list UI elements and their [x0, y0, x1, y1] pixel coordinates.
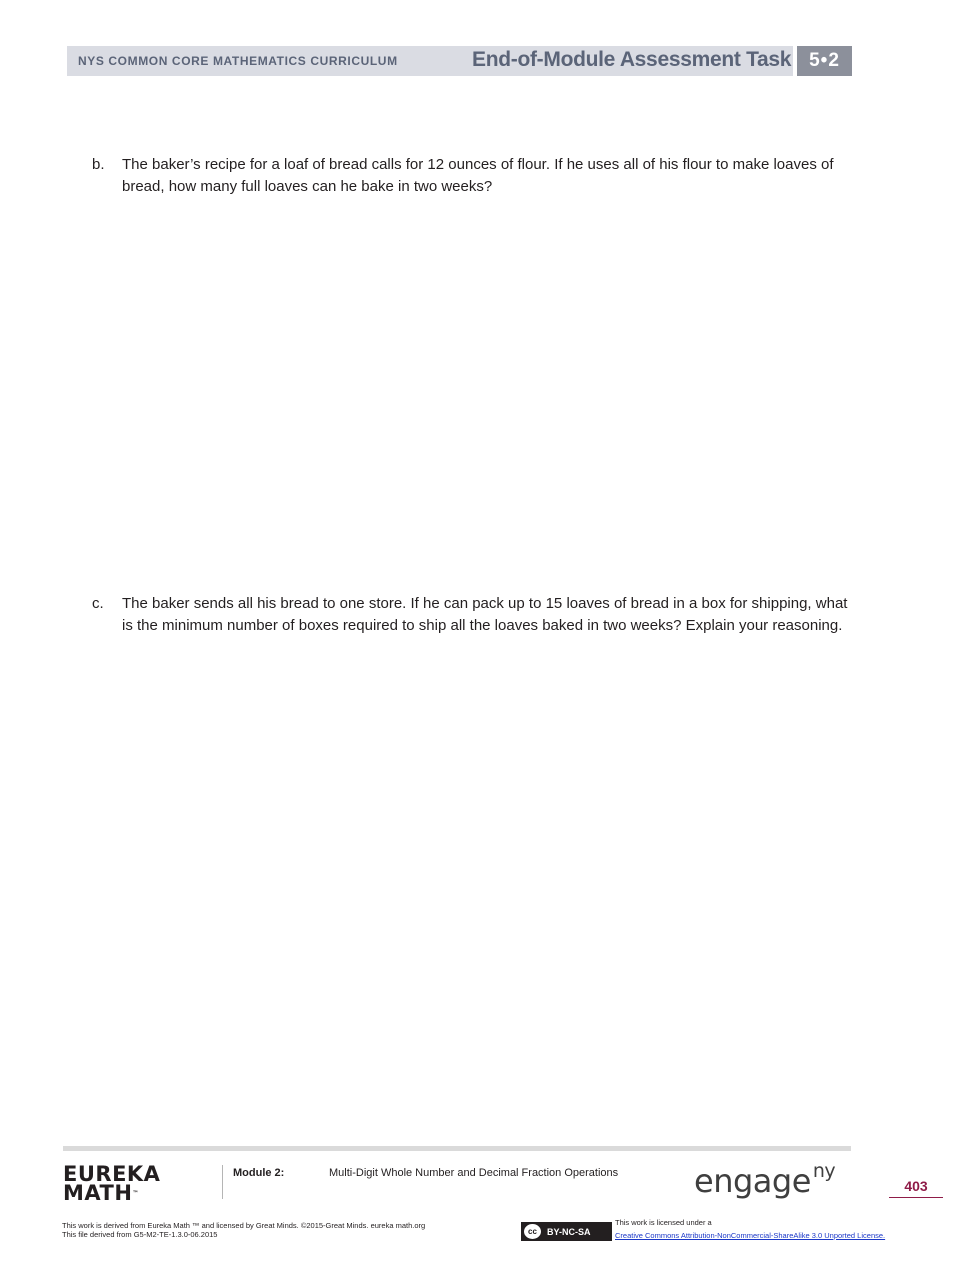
- footer-separator: [222, 1165, 223, 1199]
- question-text: The baker sends all his bread to one store. If he can pack up to 15 loaves of bread in a box for shipping, what is the minimum number of boxes required to ship all the loaves baked in two weeks? Explain your reasoning.: [122, 595, 848, 634]
- module-label: Module 2:: [233, 1167, 285, 1179]
- eureka-math-logo: [63, 1162, 161, 1205]
- question-label: b.: [92, 156, 105, 173]
- logo-line-1: EUREKA: [63, 1162, 161, 1186]
- engageny-logo: engage $^{ny}$: [694, 1160, 836, 1200]
- footer-divider: [63, 1146, 851, 1151]
- cc-icon: cc: [524, 1224, 541, 1239]
- attribution-line-1: This work is derived from Eureka Math ™ and licensed by Great Minds. ©2015-Great Minds. eureka math.org: [62, 1221, 426, 1230]
- license-text: This work is licensed under a: [615, 1218, 712, 1227]
- license-link[interactable]: Creative Commons Attribution-NonCommercial-ShareAlike 3.0 Unported License.: [615, 1231, 886, 1240]
- page-title: End-of-Module Assessment Task: [472, 48, 792, 71]
- question-text: The baker’s recipe for a loaf of bread calls for 12 ounces of flour. If he uses all of his flour to make loaves of bread, how many full loaves can he bake in two weeks?: [122, 156, 834, 195]
- question-label: c.: [92, 595, 104, 612]
- attribution: [62, 1221, 425, 1239]
- cc-badge-text: BY-NC-SA: [547, 1226, 591, 1237]
- grade-module-badge: 5•2: [797, 46, 852, 76]
- attribution-line-2: This file derived from G5-M2-TE-1.3.0-06.2015: [62, 1230, 218, 1239]
- question-c: [92, 593, 852, 636]
- question-b: [92, 154, 852, 197]
- module-name: Multi-Digit Whole Number and Decimal Fraction Operations: [329, 1167, 619, 1179]
- logo-line-2: MATH™: [63, 1181, 139, 1205]
- page-number: 403: [904, 1178, 928, 1194]
- page-number-underline: [889, 1197, 943, 1198]
- curriculum-label: NYS COMMON CORE MATHEMATICS CURRICULUM: [78, 54, 398, 68]
- cc-license-badge[interactable]: [521, 1222, 612, 1241]
